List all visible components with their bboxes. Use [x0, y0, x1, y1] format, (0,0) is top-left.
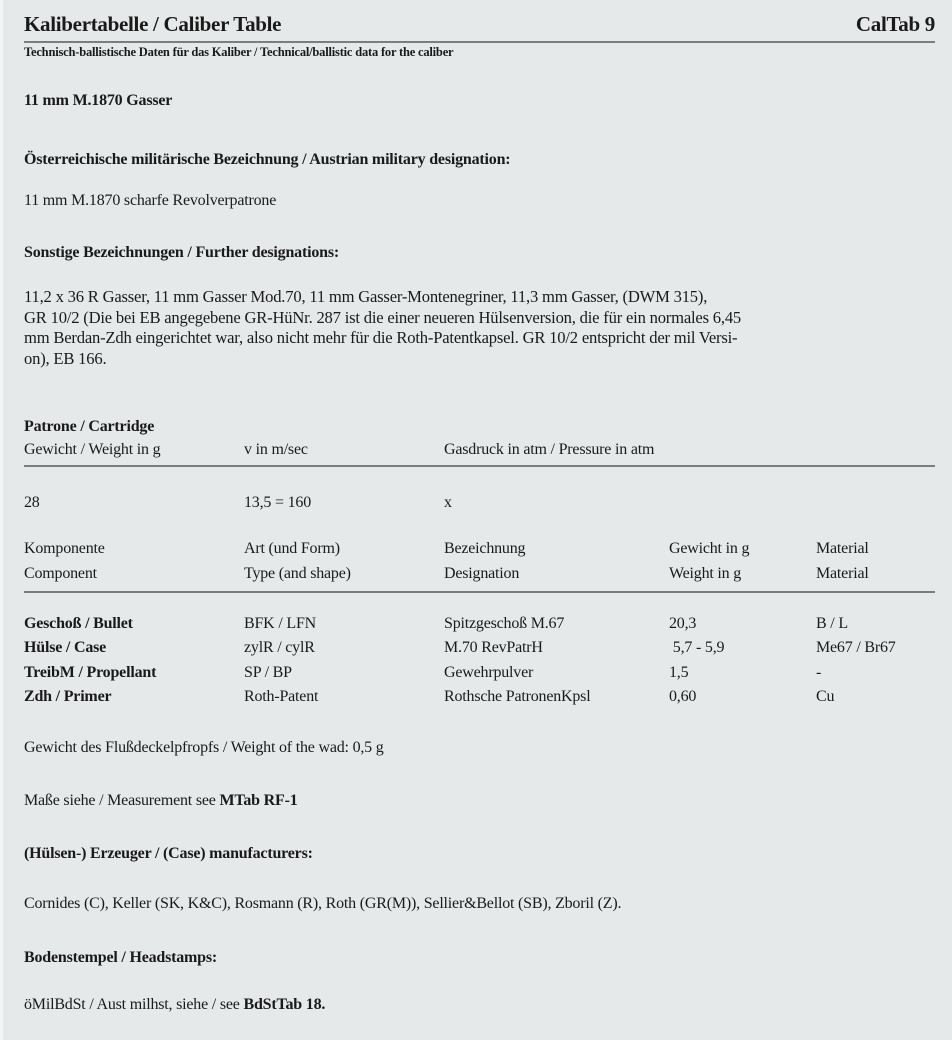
component-material: Me67 / Br67 — [816, 639, 896, 656]
header — [24, 12, 935, 38]
measurement-reference — [24, 792, 298, 810]
header-rule — [24, 41, 935, 43]
component-weight: 5,7 - 5,9 — [669, 639, 725, 656]
page-title: Kalibertabelle / Caliber Table — [24, 12, 282, 36]
component-type: Roth-Patent — [244, 688, 319, 705]
caliber-name: 11 mm M.1870 Gasser — [24, 92, 173, 109]
headstamps-heading: Bodenstempel / Headstamps: — [24, 949, 218, 966]
measurement-table-link: MTab RF-1 — [219, 792, 298, 809]
component-name: Zdh / Primer — [24, 688, 112, 705]
further-designations-text — [24, 287, 939, 369]
cartridge-velocity-value: 13,5 = 160 — [244, 494, 312, 511]
wad-weight: Gewicht des Flußdeckelpfropfs / Weight of the wad: 0,5 g — [24, 739, 384, 756]
component-name: Geschoß / Bullet — [24, 615, 133, 632]
further-designations-line: on), EB 166. — [24, 348, 107, 368]
cartridge-col-velocity: v in m/sec — [244, 441, 308, 458]
components-rule — [24, 591, 935, 593]
components-col-weight-en: Weight in g — [669, 565, 742, 582]
component-designation: Rothsche PatronenKpsl — [444, 688, 591, 705]
components-col-type-en: Type (and shape) — [244, 565, 351, 582]
manufacturers-list: Cornides (C), Keller (SK, K&C), Rosmann (R), Roth (GR(M)), Sellier&Bellot (SB), Zboril (Z). — [24, 895, 622, 912]
component-designation: Spitzgeschoß M.67 — [444, 615, 565, 632]
austrian-designation-heading: Österreichische militärische Bezeichnung / Austrian military designation: — [24, 151, 511, 168]
cartridge-pressure-value: x — [444, 494, 452, 511]
component-material: Cu — [816, 688, 835, 705]
headstamps-table-link: BdStTab 18. — [243, 996, 326, 1013]
components-col-material-de: Material — [816, 540, 869, 557]
component-designation: M.70 RevPatrH — [444, 639, 543, 656]
component-weight: 0,60 — [669, 688, 697, 705]
component-name: Hülse / Case — [24, 639, 107, 656]
components-col-designation-de: Bezeichnung — [444, 540, 526, 557]
component-material: - — [816, 664, 822, 681]
cartridge-col-weight: Gewicht / Weight in g — [24, 441, 161, 458]
component-type: SP / BP — [244, 664, 292, 681]
further-designations-line: 11,2 x 36 R Gasser, 11 mm Gasser Mod.70, 11 mm Gasser-Montenegriner, 11,3 mm Gasser, (DWM 315), — [24, 287, 708, 306]
component-designation: Gewehrpulver — [444, 664, 534, 681]
cartridge-heading: Patrone / Cartridge — [24, 418, 155, 435]
further-designations-heading: Sonstige Bezeichnungen / Further designations: — [24, 244, 339, 261]
measurement-prefix: Maße siehe / Measurement see — [24, 792, 220, 809]
page-subtitle: Technisch-ballistische Daten für das Kaliber / Technical/ballistic data for the caliber — [24, 45, 454, 59]
cartridge-rule — [24, 465, 935, 467]
cartridge-col-pressure: Gasdruck in atm / Pressure in atm — [444, 441, 655, 458]
headstamps-prefix: öMilBdSt / Aust milhst, siehe / see — [24, 996, 244, 1013]
components-col-component-de: Komponente — [24, 540, 105, 557]
table-code: CalTab 9 — [855, 12, 935, 36]
components-col-designation-en: Designation — [444, 565, 520, 582]
component-name: TreibM / Propellant — [24, 664, 157, 681]
austrian-designation-value: 11 mm M.1870 scharfe Revolverpatrone — [24, 192, 277, 209]
manufacturers-heading: (Hülsen-) Erzeuger / (Case) manufacturers: — [24, 845, 313, 862]
components-col-weight-de: Gewicht in g — [669, 540, 750, 557]
component-type: BFK / LFN — [244, 615, 316, 632]
cartridge-weight-value: 28 — [24, 494, 40, 511]
further-designations-line: GR 10/2 (Die bei EB angegebene GR-HüNr. 287 ist die einer neueren Hülsenversion, die für ein normales 6,45 — [24, 307, 742, 327]
further-designations-line: mm Berdan-Zdh eingerichtet war, also nicht mehr für die Roth-Patentkapsel. GR 10/2 entspricht der mil Versi- — [24, 328, 738, 347]
component-type: zylR / cylR — [244, 639, 315, 656]
component-weight: 1,5 — [669, 664, 689, 681]
components-col-component-en: Component — [24, 565, 97, 582]
components-col-material-en: Material — [816, 565, 869, 582]
component-weight: 20,3 — [669, 615, 697, 632]
components-col-type-de: Art (und Form) — [244, 540, 340, 557]
component-material: B / L — [816, 615, 848, 632]
headstamps-reference — [24, 996, 325, 1014]
